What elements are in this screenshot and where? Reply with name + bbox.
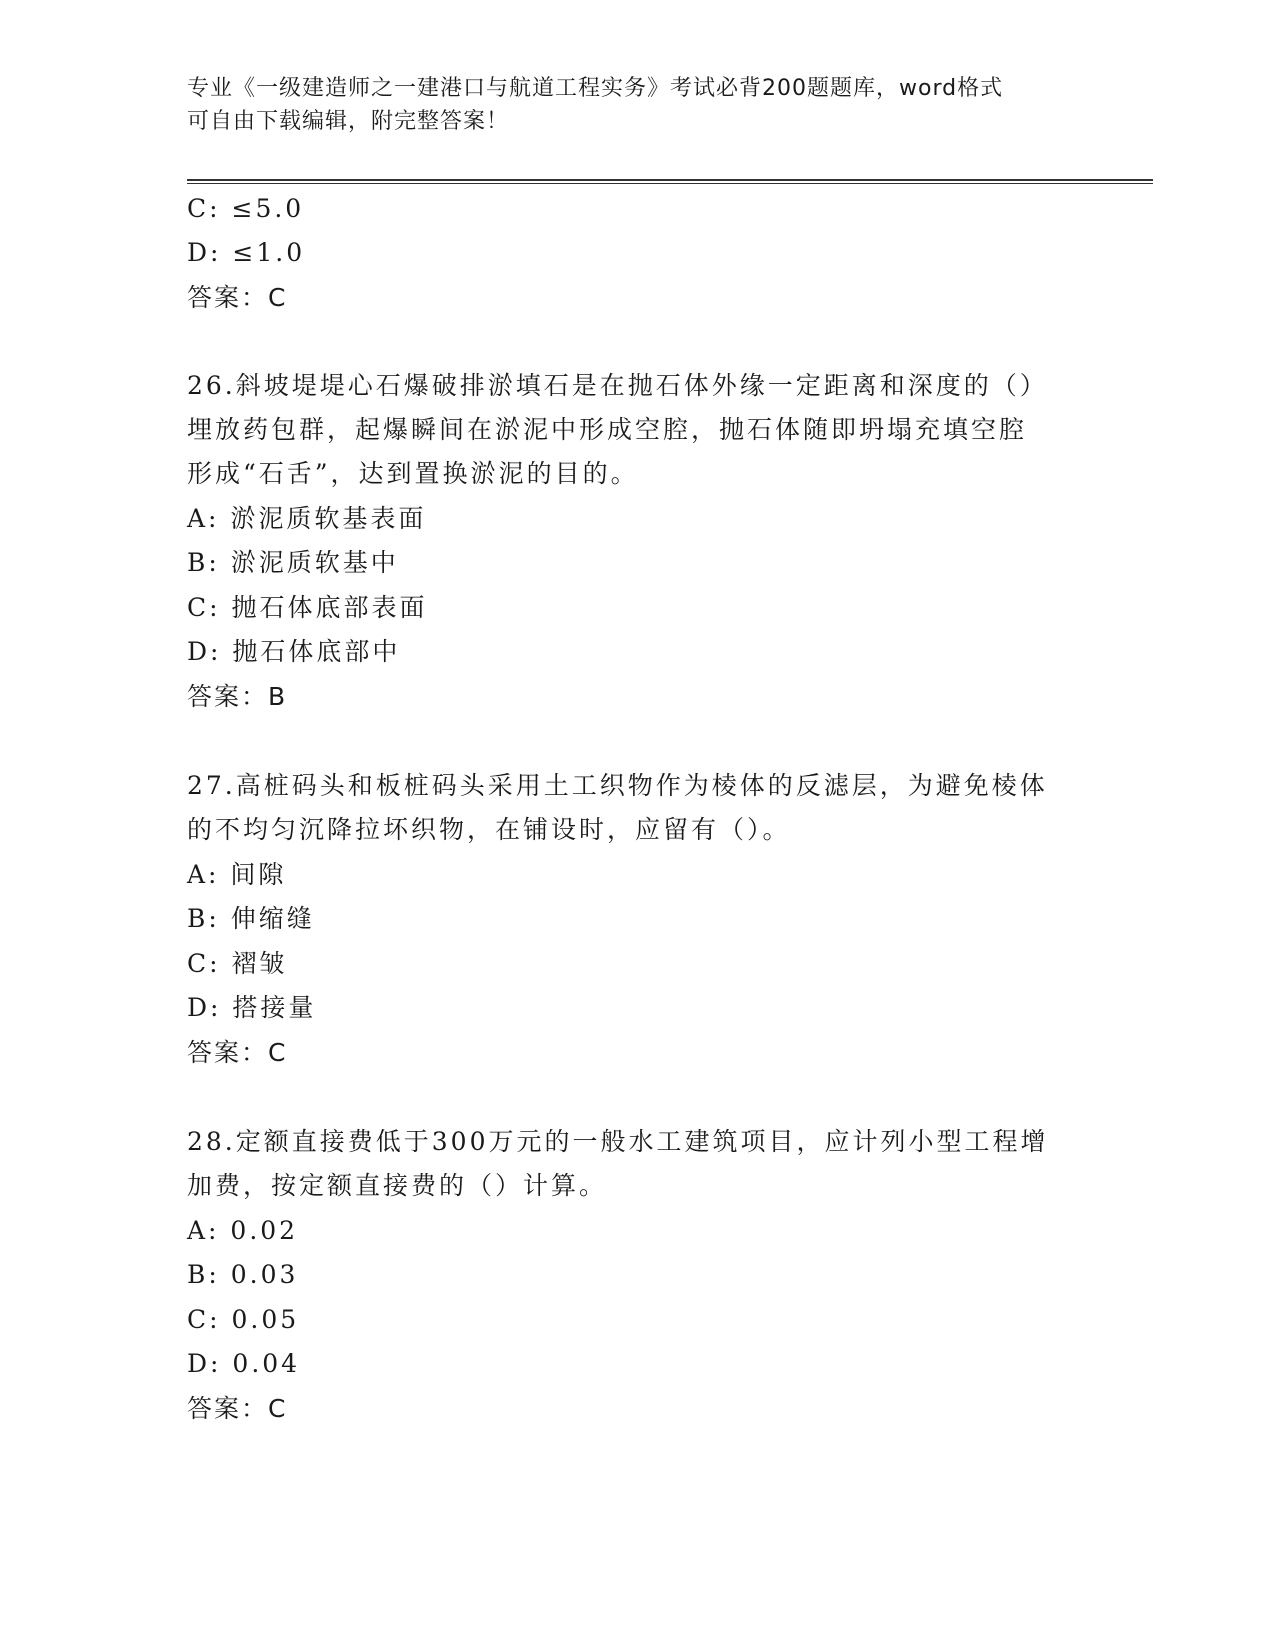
- q28-option-b: B: 0.03: [187, 1260, 299, 1289]
- q26-stem-line-1: 26.斜坡堤堤心石爆破排淤填石是在抛石体外缘一定距离和深度的（）: [187, 371, 1048, 400]
- q28-option-d: D: 0.04: [187, 1349, 301, 1378]
- q25-option-d: D: ≤1.0: [187, 238, 306, 267]
- q26-stem-line-2: 埋放药包群，起爆瞬间在淤泥中形成空腔，抛石体随即坍塌充填空腔: [187, 415, 1028, 444]
- q26-option-d: D: 抛石体底部中: [187, 637, 401, 666]
- q25-answer: 答案：C: [187, 283, 288, 312]
- header-title-line-1: 专业《一级建造师之一建港口与航道工程实务》考试必背200题题库，word格式: [187, 76, 1004, 101]
- q25-option-c: C: ≤5.0: [187, 194, 305, 223]
- q26-option-b: B: 淤泥质软基中: [187, 548, 399, 577]
- q27-option-b: B: 伸缩缝: [187, 904, 315, 933]
- q28-stem-line-2: 加费，按定额直接费的（）计算。: [187, 1171, 608, 1200]
- q28-option-c: C: 0.05: [187, 1305, 300, 1334]
- q27-stem-line-1: 27.高桩码头和板桩码头采用土工织物作为棱体的反滤层，为避免棱体: [187, 771, 1048, 800]
- q27-stem-line-2: 的不均匀沉降拉坏织物，在铺设时，应留有（）。: [187, 815, 791, 844]
- header-divider: [187, 179, 1153, 184]
- document-header: [187, 72, 1067, 138]
- q27-option-c: C: 褶皱: [187, 949, 288, 978]
- q27-answer: 答案：C: [187, 1038, 288, 1067]
- q28-stem-line-1: 28.定额直接费低于300万元的一般水工建筑项目，应计列小型工程增: [187, 1127, 1049, 1156]
- q27-option-d: D: 搭接量: [187, 993, 317, 1022]
- q26-answer: 答案：B: [187, 682, 288, 711]
- q28-answer: 答案：C: [187, 1394, 288, 1423]
- header-title-line-2: 可自由下载编辑，附完整答案！: [187, 109, 510, 134]
- q26-stem-line-3: 形成“石舌”，达到置换淤泥的目的。: [187, 459, 639, 488]
- q28-option-a: A: 0.02: [187, 1216, 299, 1245]
- q27-option-a: A: 间隙: [187, 860, 287, 889]
- q26-option-c: C: 抛石体底部表面: [187, 593, 428, 622]
- q26-option-a: A: 淤泥质软基表面: [187, 504, 427, 533]
